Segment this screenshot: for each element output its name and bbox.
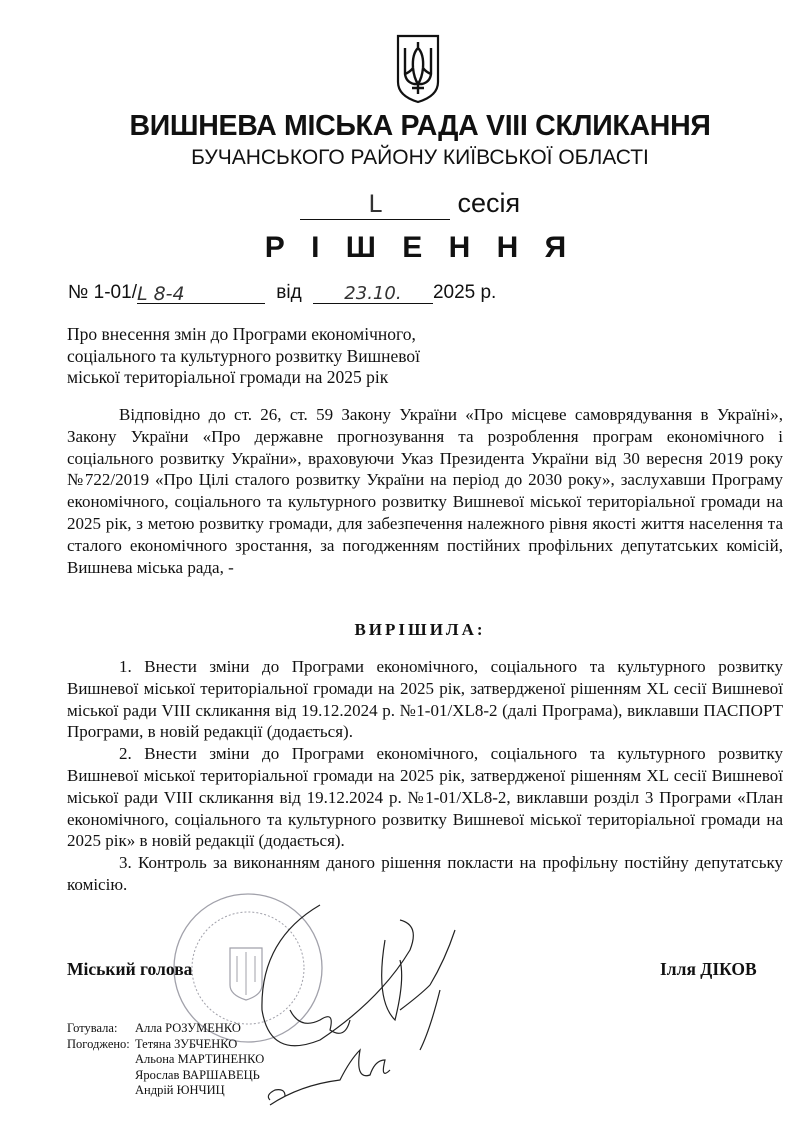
resolution-item: 1. Внести зміни до Програми економічного, соціального та культурного розвитку Вишневої міської територіальної громади на 2025 рік, затвердженої рішенням XL сесії Вишневої міської ради VIII скликання від 19.12.2024 р. №1-01/XL8-2 (далі Програма), виклавши ПАСПОРТ Програми, в новій редакції (додається). (67, 657, 783, 742)
subject-line: соціального та культурного розвитку Вишневої (67, 345, 421, 366)
date-label: від (276, 282, 302, 303)
session-label: сесія (457, 188, 521, 218)
decision-number-line (68, 282, 496, 304)
preamble (67, 404, 783, 578)
agreed-label: Погоджено: (67, 1036, 130, 1051)
agreed-by-name: Андрій ЮНЧИЦ (135, 1083, 225, 1097)
resolution-item: 3. Контроль за виконанням даного рішення покласти на профільну постійну депутатську комісію. (67, 853, 783, 894)
preparers-block (67, 1021, 264, 1099)
resolved-heading: ВИРІШИЛА: (354, 620, 486, 639)
handwritten-signature (262, 905, 455, 1105)
council-title: ВИШНЕВА МІСЬКА РАДА VIII СКЛИКАННЯ (129, 110, 711, 142)
session-line (300, 188, 520, 220)
decision-subject (67, 324, 477, 389)
number-prefix: № 1-01/ (68, 282, 137, 303)
signatory-name: Ілля ДІКОВ (660, 959, 757, 979)
prepared-label: Готувала: (67, 1021, 118, 1035)
council-subtitle: БУЧАНСЬКОГО РАЙОНУ КИЇВСЬКОЇ ОБЛАСТІ (191, 146, 649, 169)
document-type-heading: Р І Ш Е Н Н Я (264, 231, 576, 264)
signatory-title: Міський голова (67, 959, 193, 979)
resolution-item: 2. Внести зміни до Програми економічного, соціального та культурного розвитку Вишневої міської територіальної громади на 2025 рік, затвердженої рішенням XL сесії Вишневої міської ради VIII скликання від 19.12.2024 р. №1-01/XL8-2, виклавши розділ 3 Програми «План економічного, соціального та культурного розвитку Вишневої міської територіальної громади на 2025 рік» в новій редакції (додається). (67, 744, 783, 851)
ukraine-trident-icon (396, 34, 440, 104)
decision-date: 23.10. (344, 283, 402, 304)
prepared-by: Алла РОЗУМЕНКО (135, 1021, 241, 1035)
resolution-items (67, 656, 783, 896)
agreed-by-name: Альона МАРТИНЕНКО (135, 1052, 265, 1066)
decision-number: L 8-4 (136, 283, 185, 305)
subject-line: Про внесення змін до Програми економічного, (67, 324, 416, 344)
session-number: L (300, 193, 450, 220)
agreed-by-name: Тетяна ЗУБЧЕНКО (135, 1036, 238, 1051)
agreed-by-name: Ярослав ВАРШАВЕЦЬ (135, 1067, 260, 1082)
preamble-text: Відповідно до ст. 26, ст. 59 Закону України «Про місцеве самоврядування в Україні», Закону України «Про державне прогнозування та розроблення програм економічного і соціального розвитку України», враховуючи Указ Президента України від 30 вересня 2019 року №722/2019 «Про Цілі сталого розвитку України на період до 2030 року», заслухавши Програму економічного, соціального та культурного розвитку Вишневої міської територіальної громади на 2025 рік, з метою розвитку громади, для забезпечення належного рівня якості життя населення та сталого економічного зростання, за погодженням постійних профільних депутатських комісій, Вишнева міська рада, - (67, 405, 783, 577)
official-stamp (174, 894, 322, 1042)
subject-line: міської територіальної громади на 2025 рік (67, 367, 389, 387)
decision-year: 2025 р. (432, 282, 497, 303)
